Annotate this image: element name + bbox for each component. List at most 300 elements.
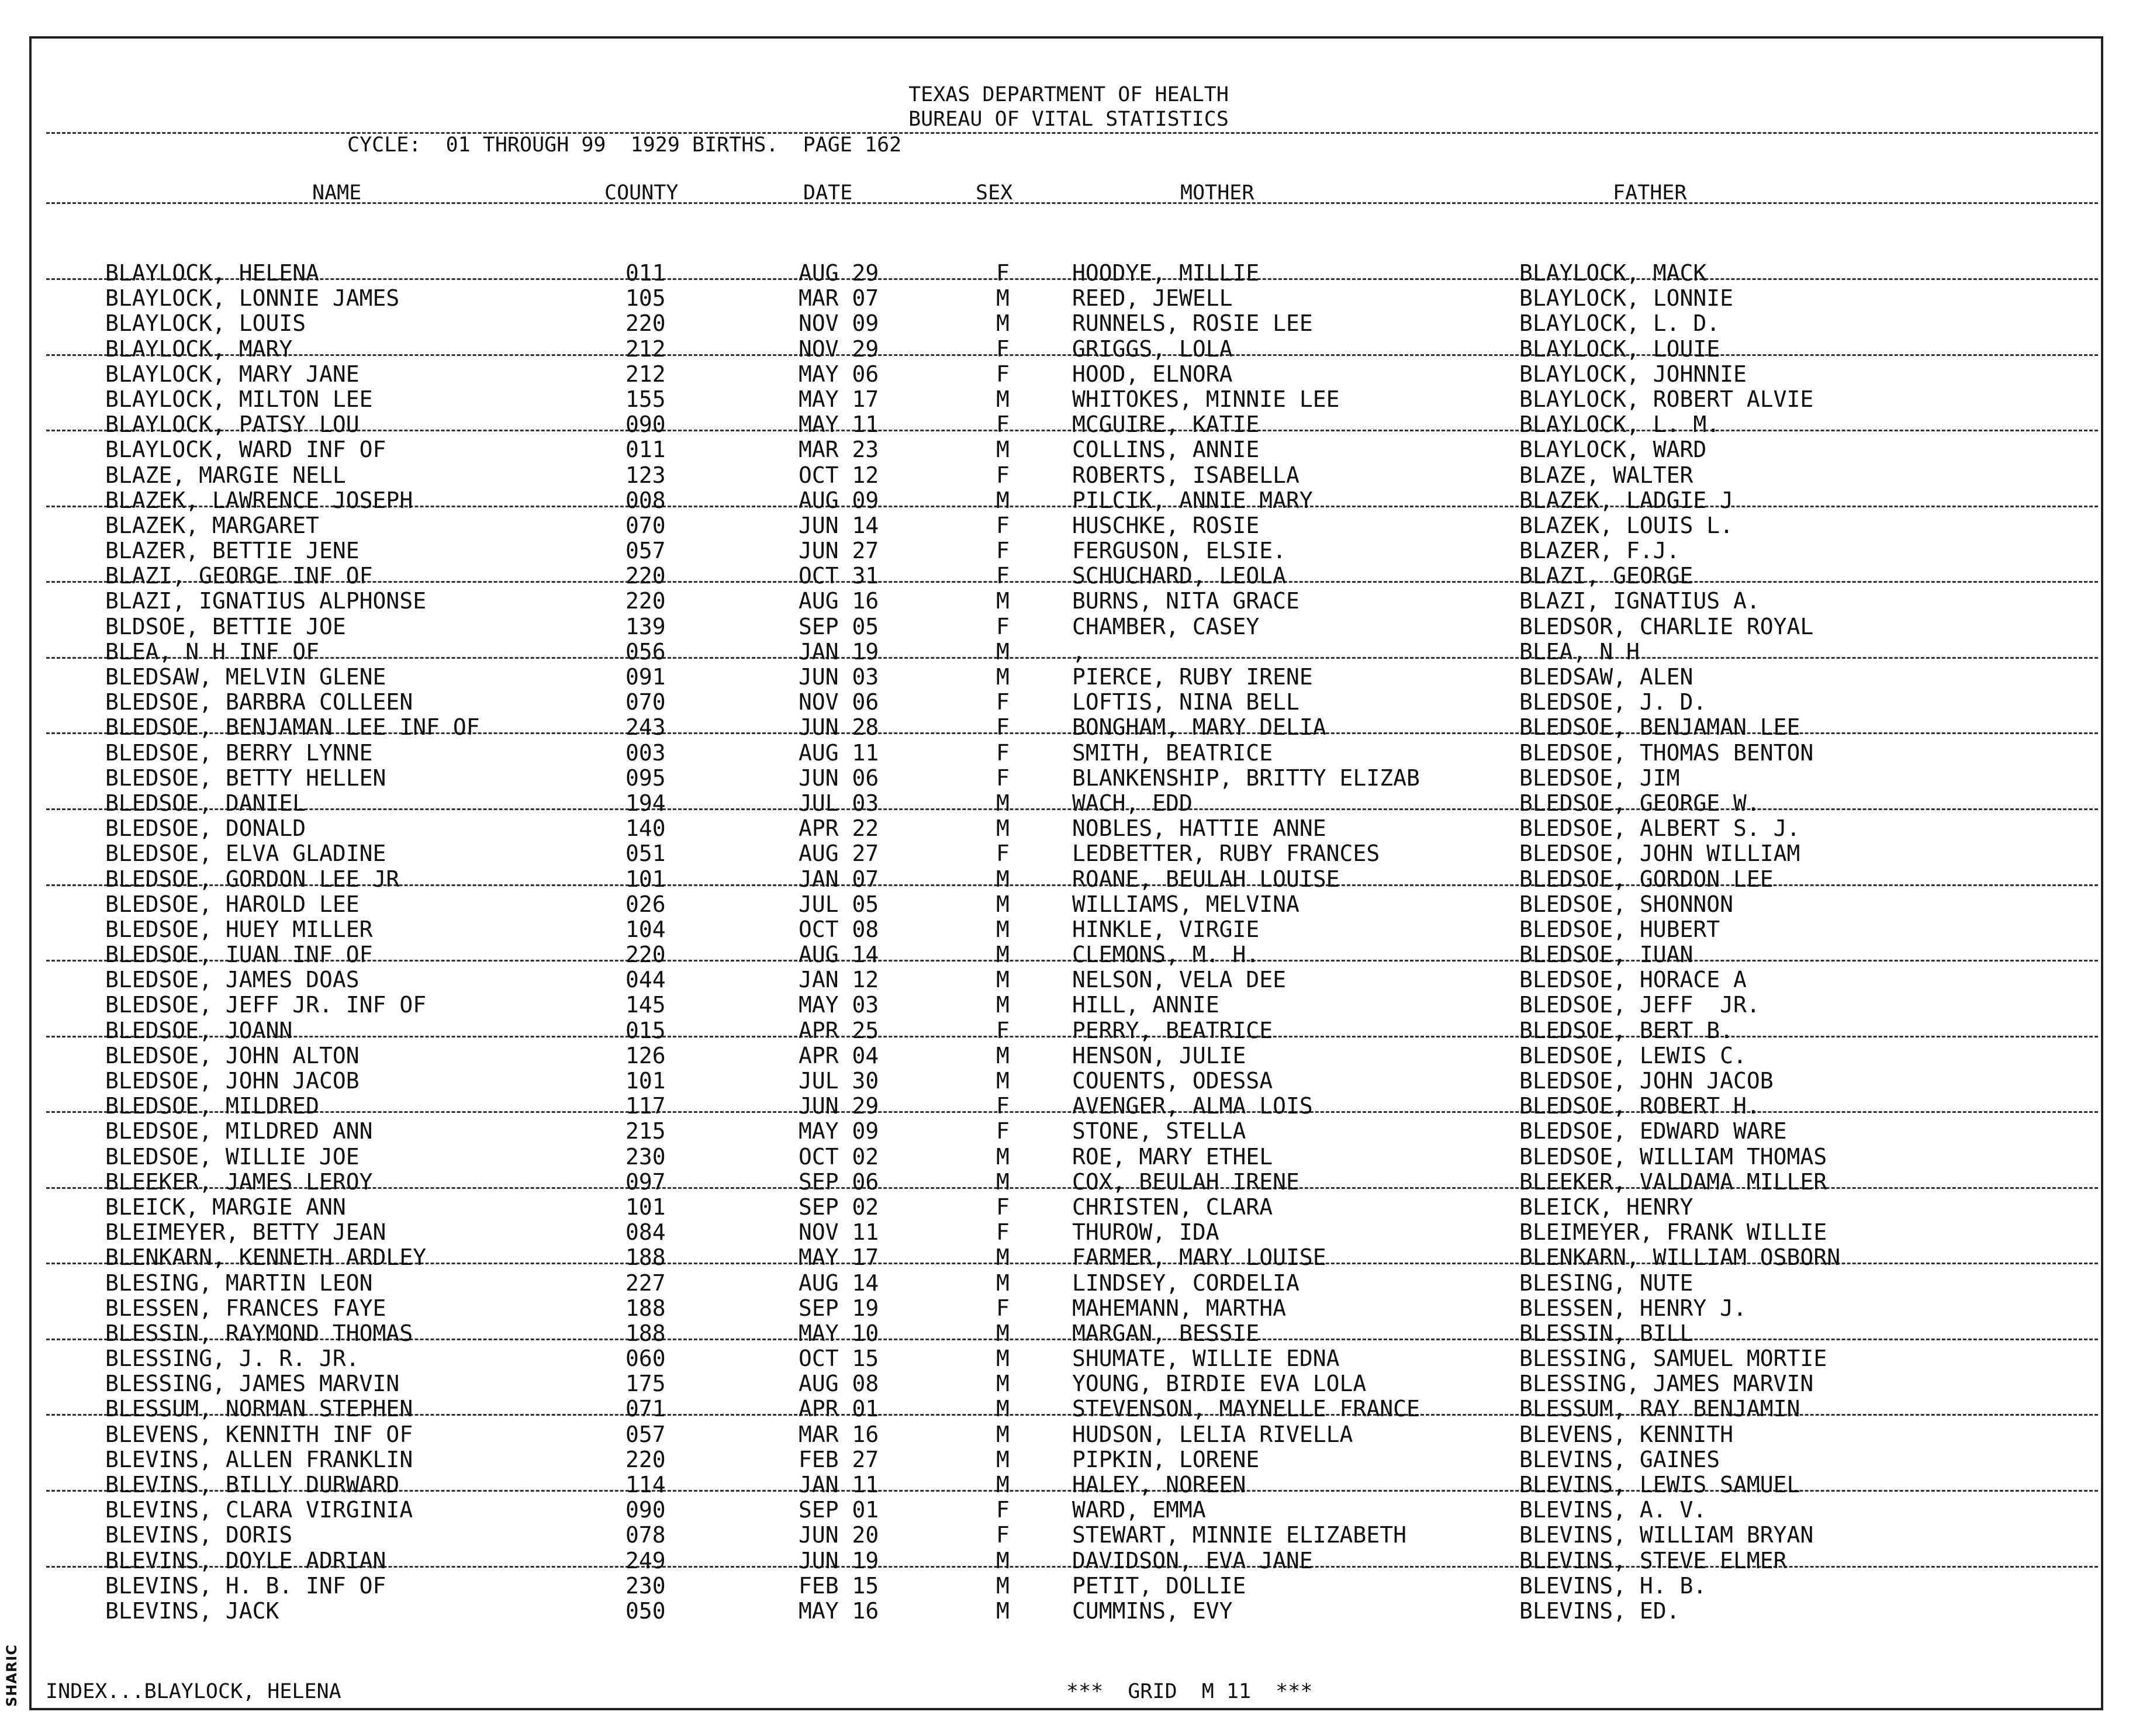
record-father: BLAYLOCK, JOHNNIE: [1519, 361, 1747, 387]
record-mother: ROANE, BEULAH LOUISE: [1072, 866, 1340, 892]
record-name: BLEICK, MARGIE ANN: [105, 1194, 346, 1220]
record-row: [32, 589, 2106, 614]
record-row: [32, 614, 2106, 639]
record-sex: M: [996, 967, 1010, 993]
record-date: AUG 14: [799, 942, 879, 968]
record-county: 117: [625, 1093, 666, 1119]
record-name: BLEDSOE, JOHN JACOB: [105, 1068, 360, 1094]
record-name: BLEDSOE, HUEY MILLER: [105, 916, 373, 942]
record-name: BLEDSOE, GORDON LEE JR: [105, 866, 400, 892]
record-sex: M: [996, 1270, 1010, 1296]
record-mother: LOFTIS, NINA BELL: [1072, 689, 1299, 715]
col-name-header: NAME: [312, 181, 362, 205]
record-father: BLEA, N H: [1519, 638, 1640, 665]
record-row: [32, 437, 2106, 462]
record-row: [32, 311, 2106, 336]
record-date: JAN 11: [799, 1472, 879, 1498]
record-sex: F: [996, 336, 1010, 362]
record-name: BLEVINS, H. B. INF OF: [105, 1572, 386, 1599]
record-date: AUG 08: [799, 1371, 879, 1397]
record-sex: F: [996, 1497, 1010, 1523]
record-father: BLEDSOE, HORACE A: [1519, 967, 1747, 993]
record-date: MAY 03: [799, 992, 879, 1018]
record-date: MAY 17: [799, 1244, 879, 1271]
record-sex: F: [996, 538, 1010, 564]
record-mother: STONE, STELLA: [1072, 1118, 1246, 1144]
record-father: BLEDSOE, BENJAMAN LEE: [1519, 714, 1800, 741]
record-mother: HOODYE, MILLIE: [1072, 260, 1260, 286]
record-father: BLAZEK, LOUIS L.: [1519, 512, 1734, 538]
record-row: [32, 488, 2106, 513]
record-date: SEP 02: [799, 1194, 879, 1220]
record-sex: M: [996, 992, 1010, 1018]
record-mother: FARMER, MARY LOUISE: [1072, 1244, 1326, 1271]
record-date: AUG 16: [799, 588, 879, 614]
record-county: 139: [625, 613, 666, 639]
record-name: BLEDSOE, IUAN INF OF: [105, 942, 373, 968]
record-row: [32, 690, 2106, 715]
record-row: [32, 993, 2106, 1018]
record-county: 044: [625, 967, 666, 993]
record-father: BLEDSOE, BERT B.: [1519, 1017, 1734, 1043]
record-father: BLEVENS, KENNITH: [1519, 1421, 1734, 1447]
record-county: 220: [625, 1446, 666, 1472]
record-date: OCT 02: [799, 1143, 879, 1170]
record-row: [32, 387, 2106, 412]
record-sex: M: [996, 664, 1010, 690]
record-row: [32, 791, 2106, 816]
record-row: [32, 967, 2106, 993]
record-name: BLEVINS, DOYLE ADRIAN: [105, 1547, 386, 1574]
record-father: BLEDSAW, ALEN: [1519, 664, 1693, 690]
record-date: OCT 12: [799, 462, 879, 488]
record-name: BLEDSOE, MILDRED ANN: [105, 1118, 373, 1144]
record-name: BLEDSOE, BETTY HELLEN: [105, 765, 386, 791]
record-row: [32, 715, 2106, 740]
record-mother: PIERCE, RUBY IRENE: [1072, 664, 1313, 690]
record-father: BLAYLOCK, WARD: [1519, 437, 1707, 463]
col-sex-header: SEX: [976, 181, 1013, 205]
record-father: BLAYLOCK, L. D.: [1519, 310, 1720, 337]
record-sex: M: [996, 1446, 1010, 1472]
record-name: BLESSING, J. R. JR.: [105, 1346, 360, 1372]
record-county: 091: [625, 664, 666, 690]
record-father: BLAYLOCK, LONNIE: [1519, 285, 1734, 312]
record-sex: M: [996, 916, 1010, 942]
record-row: [32, 538, 2106, 563]
record-sex: F: [996, 260, 1010, 286]
record-sex: M: [996, 638, 1010, 665]
record-sex: F: [996, 841, 1010, 867]
record-row: [32, 1548, 2106, 1574]
record-father: BLEDSOE, J. D.: [1519, 689, 1707, 715]
record-sex: F: [996, 689, 1010, 715]
record-county: 220: [625, 588, 666, 614]
record-mother: HUDSON, LELIA RIVELLA: [1072, 1421, 1353, 1447]
record-county: 145: [625, 992, 666, 1018]
record-sex: M: [996, 1068, 1010, 1094]
record-father: BLAZER, F.J.: [1519, 538, 1680, 564]
record-mother: THUROW, IDA: [1072, 1219, 1219, 1246]
record-row: [32, 1195, 2106, 1220]
record-county: 194: [625, 790, 666, 816]
record-date: OCT 15: [799, 1346, 879, 1372]
record-mother: BLANKENSHIP, BRITTY ELIZAB: [1072, 765, 1420, 791]
record-date: SEP 19: [799, 1295, 879, 1321]
record-father: BLEDSOR, CHARLIE ROYAL: [1519, 613, 1814, 639]
record-sex: M: [996, 1244, 1010, 1271]
record-county: 101: [625, 1068, 666, 1094]
record-father: BLESSING, JAMES MARVIN: [1519, 1371, 1814, 1397]
record-county: 011: [625, 260, 666, 286]
record-father: BLEDSOE, IUAN: [1519, 942, 1693, 968]
record-sex: M: [996, 1320, 1010, 1346]
record-row: [32, 1422, 2106, 1447]
record-name: BLEDSAW, MELVIN GLENE: [105, 664, 386, 690]
record-name: BLAYLOCK, MILTON LEE: [105, 386, 373, 412]
record-mother: CHAMBER, CASEY: [1072, 613, 1260, 639]
org-title: TEXAS DEPARTMENT OF HEALTH: [908, 83, 1229, 106]
record-row: [32, 1599, 2106, 1624]
record-father: BLESSEN, HENRY J.: [1519, 1295, 1747, 1321]
record-name: BLEVINS, ALLEN FRANKLIN: [105, 1446, 413, 1472]
record-county: 090: [625, 411, 666, 438]
record-name: BLEDSOE, JOANN: [105, 1017, 293, 1043]
record-row: [32, 1245, 2106, 1270]
col-father-header: FATHER: [1613, 181, 1687, 205]
record-sex: M: [996, 487, 1010, 513]
record-date: SEP 05: [799, 613, 879, 639]
record-date: JUN 27: [799, 538, 879, 564]
record-name: BLEVINS, BILLY DURWARD: [105, 1472, 400, 1498]
record-county: 114: [625, 1472, 666, 1498]
record-date: MAY 06: [799, 361, 879, 387]
record-county: 220: [625, 942, 666, 968]
record-name: BLESSING, JAMES MARVIN: [105, 1371, 400, 1397]
record-mother: COX, BEULAH IRENE: [1072, 1168, 1299, 1195]
record-row: [32, 665, 2106, 690]
record-county: 056: [625, 638, 666, 665]
record-row: [32, 816, 2106, 841]
record-date: AUG 11: [799, 739, 879, 766]
record-mother: PIPKIN, LORENE: [1072, 1446, 1260, 1472]
record-row: [32, 261, 2106, 286]
record-mother: WHITOKES, MINNIE LEE: [1072, 386, 1340, 412]
record-name: BLESSIN, RAYMOND THOMAS: [105, 1320, 413, 1346]
record-date: MAY 09: [799, 1118, 879, 1144]
record-name: BLAYLOCK, HELENA: [105, 260, 320, 286]
bureau-title: BUREAU OF VITAL STATISTICS: [908, 108, 1229, 131]
record-county: 011: [625, 437, 666, 463]
record-mother: STEWART, MINNIE ELIZABETH: [1072, 1522, 1406, 1548]
record-name: BLAZI, IGNATIUS ALPHONSE: [105, 588, 427, 614]
record-date: NOV 06: [799, 689, 879, 715]
record-mother: DAVIDSON, EVA JANE: [1072, 1547, 1313, 1574]
record-county: 071: [625, 1396, 666, 1422]
record-father: BLEDSOE, JIM: [1519, 765, 1680, 791]
record-row: [32, 1296, 2106, 1321]
record-sex: M: [996, 1168, 1010, 1195]
record-county: 003: [625, 739, 666, 766]
record-mother: SMITH, BEATRICE: [1072, 739, 1273, 766]
record-county: 188: [625, 1244, 666, 1271]
record-row: [32, 1170, 2106, 1195]
record-row: [32, 741, 2106, 766]
record-sex: F: [996, 361, 1010, 387]
record-father: BLEDSOE, JEFF JR.: [1519, 992, 1760, 1018]
record-date: NOV 29: [799, 336, 879, 362]
record-name: BLEDSOE, JOHN ALTON: [105, 1042, 360, 1068]
record-name: BLAZEK, MARGARET: [105, 512, 320, 538]
record-row: [32, 1346, 2106, 1371]
record-father: BLESSUM, RAY BENJAMIN: [1519, 1396, 1800, 1422]
record-county: 230: [625, 1143, 666, 1170]
record-sex: M: [996, 285, 1010, 312]
record-row: [32, 766, 2106, 791]
record-date: JUL 05: [799, 891, 879, 917]
record-father: BLEICK, HENRY: [1519, 1194, 1693, 1220]
record-sex: M: [996, 1597, 1010, 1624]
record-mother: GRIGGS, LOLA: [1072, 336, 1233, 362]
record-row: [32, 563, 2106, 589]
record-row: [32, 1321, 2106, 1346]
record-name: BLESING, MARTIN LEON: [105, 1270, 373, 1296]
record-row: [32, 1094, 2106, 1119]
record-county: 212: [625, 361, 666, 387]
record-sex: F: [996, 1522, 1010, 1548]
record-date: SEP 06: [799, 1168, 879, 1195]
record-list: [32, 261, 2106, 1624]
record-mother: WACH, EDD: [1072, 790, 1193, 816]
record-mother: CLEMONS, M. H.: [1072, 942, 1260, 968]
record-county: 215: [625, 1118, 666, 1144]
record-date: JAN 12: [799, 967, 879, 993]
record-county: 104: [625, 916, 666, 942]
record-mother: HILL, ANNIE: [1072, 992, 1219, 1018]
record-county: 101: [625, 1194, 666, 1220]
record-date: AUG 09: [799, 487, 879, 513]
record-sex: F: [996, 1295, 1010, 1321]
record-sex: F: [996, 411, 1010, 438]
record-date: MAR 07: [799, 285, 879, 312]
record-date: MAY 11: [799, 411, 879, 438]
record-sex: M: [996, 790, 1010, 816]
side-mark: SHARIC: [4, 1644, 20, 1707]
record-county: 230: [625, 1572, 666, 1599]
record-sex: F: [996, 1093, 1010, 1119]
record-row: [32, 1523, 2106, 1548]
record-mother: LEDBETTER, RUBY FRANCES: [1072, 841, 1380, 867]
record-father: BLAZI, IGNATIUS A.: [1519, 588, 1760, 614]
record-sex: M: [996, 1346, 1010, 1372]
record-name: BLEDSOE, DANIEL: [105, 790, 306, 816]
record-father: BLEVINS, GAINES: [1519, 1446, 1720, 1472]
col-mother-header: MOTHER: [1180, 181, 1254, 205]
record-father: BLAZI, GEORGE: [1519, 563, 1693, 589]
record-sex: F: [996, 462, 1010, 488]
record-name: BLEDSOE, BARBRA COLLEEN: [105, 689, 413, 715]
record-county: 070: [625, 512, 666, 538]
record-name: BLEIMEYER, BETTY JEAN: [105, 1219, 386, 1246]
record-row: [32, 1574, 2106, 1599]
record-name: BLENKARN, KENNETH ARDLEY: [105, 1244, 427, 1271]
record-row: [32, 1271, 2106, 1296]
record-county: 220: [625, 563, 666, 589]
record-county: 090: [625, 1497, 666, 1523]
record-name: BLDSOE, BETTIE JOE: [105, 613, 346, 639]
record-name: BLESSEN, FRANCES FAYE: [105, 1295, 386, 1321]
record-sex: F: [996, 1194, 1010, 1220]
record-father: BLEDSOE, ROBERT H.: [1519, 1093, 1760, 1119]
record-county: 105: [625, 285, 666, 312]
record-father: BLEDSOE, THOMAS BENTON: [1519, 739, 1814, 766]
record-county: 188: [625, 1295, 666, 1321]
record-father: BLEVINS, LEWIS SAMUEL: [1519, 1472, 1800, 1498]
record-mother: CHRISTEN, CLARA: [1072, 1194, 1273, 1220]
record-county: 008: [625, 487, 666, 513]
col-county-header: COUNTY: [604, 181, 679, 205]
record-name: BLEVINS, CLARA VIRGINIA: [105, 1497, 413, 1523]
record-father: BLESING, NUTE: [1519, 1270, 1693, 1296]
record-mother: HINKLE, VIRGIE: [1072, 916, 1260, 942]
record-father: BLEVINS, ED.: [1519, 1597, 1680, 1624]
record-sex: M: [996, 310, 1010, 337]
record-father: BLEDSOE, GEORGE W.: [1519, 790, 1760, 816]
record-date: JUL 03: [799, 790, 879, 816]
record-date: NOV 09: [799, 310, 879, 337]
record-name: BLESSUM, NORMAN STEPHEN: [105, 1396, 413, 1422]
grid-footer: *** GRID M 11 ***: [1066, 1680, 1313, 1703]
record-name: BLAYLOCK, LONNIE JAMES: [105, 285, 400, 312]
record-date: MAR 16: [799, 1421, 879, 1447]
record-row: [32, 942, 2106, 967]
record-mother: WILLIAMS, MELVINA: [1072, 891, 1299, 917]
record-mother: YOUNG, BIRDIE EVA LOLA: [1072, 1371, 1367, 1397]
column-header-divider: [46, 202, 2098, 204]
record-name: BLEDSOE, ELVA GLADINE: [105, 841, 386, 867]
record-name: BLEVENS, KENNITH INF OF: [105, 1421, 413, 1447]
record-mother: ROBERTS, ISABELLA: [1072, 462, 1299, 488]
record-date: APR 01: [799, 1396, 879, 1422]
record-date: AUG 27: [799, 841, 879, 867]
record-sex: M: [996, 1042, 1010, 1068]
record-mother: PILCIK, ANNIE MARY: [1072, 487, 1313, 513]
record-row: [32, 1068, 2106, 1094]
record-county: 249: [625, 1547, 666, 1574]
record-sex: M: [996, 1572, 1010, 1599]
record-name: BLEDSOE, HAROLD LEE: [105, 891, 360, 917]
record-county: 123: [625, 462, 666, 488]
record-sex: F: [996, 512, 1010, 538]
record-father: BLEVINS, STEVE ELMER: [1519, 1547, 1787, 1574]
record-row: [32, 1043, 2106, 1068]
record-county: 084: [625, 1219, 666, 1246]
record-father: BLEVINS, WILLIAM BRYAN: [1519, 1522, 1814, 1548]
record-sex: F: [996, 765, 1010, 791]
record-row: [32, 867, 2106, 892]
record-mother: CUMMINS, EVY: [1072, 1597, 1233, 1624]
record-mother: SHUMATE, WILLIE EDNA: [1072, 1346, 1340, 1372]
record-mother: LINDSEY, CORDELIA: [1072, 1270, 1299, 1296]
record-name: BLAYLOCK, LOUIS: [105, 310, 306, 337]
record-name: BLAYLOCK, MARY: [105, 336, 293, 362]
record-county: 057: [625, 538, 666, 564]
record-sex: M: [996, 1421, 1010, 1447]
record-sex: M: [996, 891, 1010, 917]
record-mother: FERGUSON, ELSIE.: [1072, 538, 1287, 564]
record-row: [32, 892, 2106, 917]
record-father: BLEIMEYER, FRANK WILLIE: [1519, 1219, 1827, 1246]
record-father: BLEDSOE, LEWIS C.: [1519, 1042, 1747, 1068]
record-father: BLESSING, SAMUEL MORTIE: [1519, 1346, 1827, 1372]
record-name: BLAZEK, LAWRENCE JOSEPH: [105, 487, 413, 513]
record-date: MAY 10: [799, 1320, 879, 1346]
record-date: NOV 11: [799, 1219, 879, 1246]
record-sex: M: [996, 1371, 1010, 1397]
record-mother: MARGAN, BESSIE: [1072, 1320, 1260, 1346]
record-date: FEB 27: [799, 1446, 879, 1472]
record-name: BLEDSOE, MILDRED: [105, 1093, 320, 1119]
record-date: JUN 06: [799, 765, 879, 791]
record-county: 243: [625, 714, 666, 741]
record-county: 050: [625, 1597, 666, 1624]
record-county: 140: [625, 815, 666, 842]
record-mother: BONGHAM, MARY DELIA: [1072, 714, 1326, 741]
record-father: BLENKARN, WILLIAM OSBORN: [1519, 1244, 1841, 1271]
record-father: BLEDSOE, JOHN WILLIAM: [1519, 841, 1800, 867]
record-mother: COLLINS, ANNIE: [1072, 437, 1260, 463]
record-row: [32, 286, 2106, 311]
record-father: BLEDSOE, SHONNON: [1519, 891, 1734, 917]
record-father: BLESSIN, BILL: [1519, 1320, 1693, 1346]
record-date: APR 04: [799, 1042, 879, 1068]
record-sex: M: [996, 866, 1010, 892]
record-date: OCT 08: [799, 916, 879, 942]
record-county: 227: [625, 1270, 666, 1296]
record-name: BLEDSOE, JEFF JR. INF OF: [105, 992, 427, 1018]
record-county: 015: [625, 1017, 666, 1043]
record-father: BLEDSOE, JOHN JACOB: [1519, 1068, 1774, 1094]
record-sex: M: [996, 815, 1010, 842]
cycle-line: CYCLE: 01 THROUGH 99 1929 BIRTHS. PAGE 162: [347, 133, 902, 157]
record-sex: M: [996, 588, 1010, 614]
record-row: [32, 1220, 2106, 1245]
record-mother: HUSCHKE, ROSIE: [1072, 512, 1260, 538]
record-date: AUG 14: [799, 1270, 879, 1296]
record-mother: NELSON, VELA DEE: [1072, 967, 1287, 993]
record-row: [32, 412, 2106, 437]
record-date: JUN 19: [799, 1547, 879, 1574]
record-mother: NOBLES, HATTIE ANNE: [1072, 815, 1326, 842]
record-mother: HALEY, NOREEN: [1072, 1472, 1246, 1498]
record-name: BLAYLOCK, PATSY LOU: [105, 411, 360, 438]
record-father: BLAZE, WALTER: [1519, 462, 1693, 488]
record-mother: REED, JEWELL: [1072, 285, 1233, 312]
record-name: BLEDSOE, BENJAMAN LEE INF OF: [105, 714, 480, 741]
index-footer: INDEX...BLAYLOCK, HELENA: [46, 1680, 341, 1703]
record-county: 051: [625, 841, 666, 867]
record-row: [32, 1371, 2106, 1396]
record-father: BLAYLOCK, ROBERT ALVIE: [1519, 386, 1814, 412]
record-name: BLAYLOCK, WARD INF OF: [105, 437, 386, 463]
record-row: [32, 1472, 2106, 1498]
col-date-header: DATE: [803, 181, 853, 205]
record-mother: MAHEMANN, MARTHA: [1072, 1295, 1287, 1321]
record-sex: M: [996, 1472, 1010, 1498]
record-mother: COUENTS, ODESSA: [1072, 1068, 1273, 1094]
record-father: BLEVINS, A. V.: [1519, 1497, 1707, 1523]
record-row: [32, 1119, 2106, 1144]
